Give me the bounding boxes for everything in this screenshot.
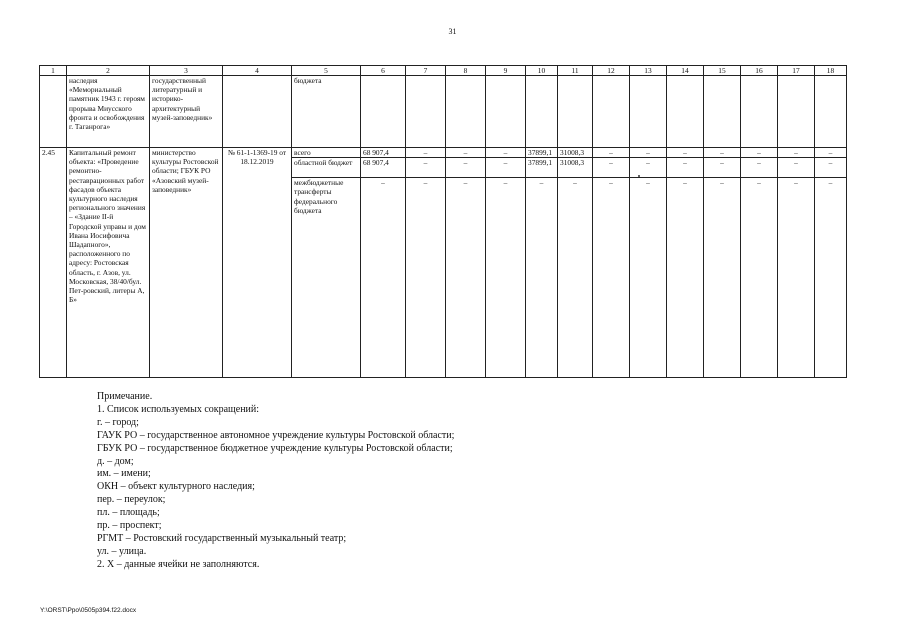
stray-mark (638, 175, 640, 177)
executor: министерство культуры Ростовской области; ГБУК РО «Азовский музей-заповедник» (150, 148, 223, 378)
program-table (39, 65, 847, 378)
column-header: 6 (361, 66, 406, 76)
value-cell: – (593, 178, 630, 378)
cell (630, 76, 667, 148)
value-cell: 68 907,4 (361, 158, 406, 178)
cell (558, 76, 593, 148)
column-header: 1 (40, 66, 67, 76)
cell (486, 76, 526, 148)
column-header: 18 (815, 66, 847, 76)
note-line: им. – имени; (97, 468, 151, 480)
document-number (223, 76, 292, 148)
column-header: 14 (667, 66, 704, 76)
page-number: 31 (448, 27, 457, 36)
cell (406, 76, 446, 148)
value-cell: – (593, 158, 630, 178)
value-cell: – (741, 158, 778, 178)
value-cell: – (667, 148, 704, 158)
value-cell: – (446, 158, 486, 178)
value-cell: – (778, 158, 815, 178)
cell (593, 76, 630, 148)
row-number: 2.45 (40, 148, 67, 378)
funding-source: бюджета (292, 76, 361, 148)
funding-source: межбюджетные трансферты федерального бюджета (292, 178, 361, 378)
executor: государственный литературный и историко-архитектурный музей-заповедник» (150, 76, 223, 148)
cell (667, 76, 704, 148)
notes-block (97, 391, 817, 572)
column-header: 13 (630, 66, 667, 76)
cell (704, 76, 741, 148)
object-name: Капитальный ремонт объекта: «Проведение ремонтно-реставрационных работ фасадов объекта культурного наследия регионального значения – «Здание II-й Городской управы и дом Ивана Иосифовича Шадапного», расположенного по адресу: Ростовская область, г. Азов, ул. Московская, 38/40/бул. Пет-ровский, литеры А, Б» (67, 148, 150, 378)
table-row (40, 148, 847, 158)
cell (361, 76, 406, 148)
note-line: д. – дом; (97, 455, 134, 467)
value-cell: – (406, 158, 446, 178)
value-cell: – (630, 178, 667, 378)
column-header: 12 (593, 66, 630, 76)
value-cell: – (486, 178, 526, 378)
cell (741, 76, 778, 148)
value-cell: – (630, 148, 667, 158)
value-cell: – (667, 178, 704, 378)
funding-source: областной бюджет (292, 158, 361, 178)
note-line: пл. – площадь; (97, 507, 160, 519)
value-cell: – (704, 158, 741, 178)
value-cell: – (778, 148, 815, 158)
value-cell: – (704, 178, 741, 378)
column-header: 7 (406, 66, 446, 76)
note-line: 1. Список используемых сокращений: (97, 403, 260, 415)
cell (446, 76, 486, 148)
note-line: ОКН – объект культурного наследия; (97, 481, 255, 493)
column-header: 4 (223, 66, 292, 76)
value-cell: – (526, 178, 558, 378)
note-line: ГАУК РО – государственное автономное учреждение культуры Ростовской области; (97, 429, 455, 441)
object-name: наследия «Мемориальный памятник 1943 г. героям прорыва Миусского фронта и освобождения г. Таганрога» (67, 76, 150, 148)
value-cell: – (593, 148, 630, 158)
value-cell: 31008,3 (558, 158, 593, 178)
column-header: 17 (778, 66, 815, 76)
value-cell: – (446, 148, 486, 158)
funding-source: всего (292, 148, 361, 158)
value-cell: – (486, 158, 526, 178)
column-header: 11 (558, 66, 593, 76)
note-line: пер. – переулок; (97, 494, 166, 506)
value-cell: – (406, 148, 446, 158)
cell (778, 76, 815, 148)
value-cell: – (815, 178, 847, 378)
row-number (40, 76, 67, 148)
column-header: 15 (704, 66, 741, 76)
column-header: 3 (150, 66, 223, 76)
value-cell: – (667, 158, 704, 178)
note-line: г. – город; (97, 416, 139, 428)
note-line: РГМТ – Ростовский государственный музыкальный театр; (97, 532, 347, 544)
column-header: 8 (446, 66, 486, 76)
value-cell: 31008,3 (558, 148, 593, 158)
column-header: 10 (526, 66, 558, 76)
value-cell: 68 907,4 (361, 148, 406, 158)
value-cell: – (741, 178, 778, 378)
value-cell: – (815, 158, 847, 178)
note-line: ГБУК РО – государственное бюджетное учреждение культуры Ростовской области; (97, 442, 453, 454)
value-cell: – (361, 178, 406, 378)
note-line: ул. – улица. (97, 545, 147, 557)
note-line: 2. Х – данные ячейки не заполняются. (97, 558, 260, 570)
value-cell: – (704, 148, 741, 158)
column-header: 5 (292, 66, 361, 76)
value-cell: 37899,1 (526, 158, 558, 178)
value-cell: – (558, 178, 593, 378)
value-cell: – (815, 148, 847, 158)
column-header: 16 (741, 66, 778, 76)
column-header: 9 (486, 66, 526, 76)
value-cell: – (446, 178, 486, 378)
value-cell: – (486, 148, 526, 158)
cell (526, 76, 558, 148)
table-row (40, 76, 847, 148)
value-cell: – (778, 178, 815, 378)
value-cell: – (630, 158, 667, 178)
note-line: Примечание. (97, 391, 153, 402)
column-header: 2 (67, 66, 150, 76)
value-cell: 37899,1 (526, 148, 558, 158)
file-path-footer: Y:\ORST\Ppo\0505p394.f22.docx (40, 607, 137, 614)
document-number: № 61-1-1369-19 от 18.12.2019 (223, 148, 292, 378)
note-line: пр. – проспект; (97, 520, 162, 532)
cell (815, 76, 847, 148)
column-number-row (40, 66, 847, 76)
value-cell: – (406, 178, 446, 378)
value-cell: – (741, 148, 778, 158)
